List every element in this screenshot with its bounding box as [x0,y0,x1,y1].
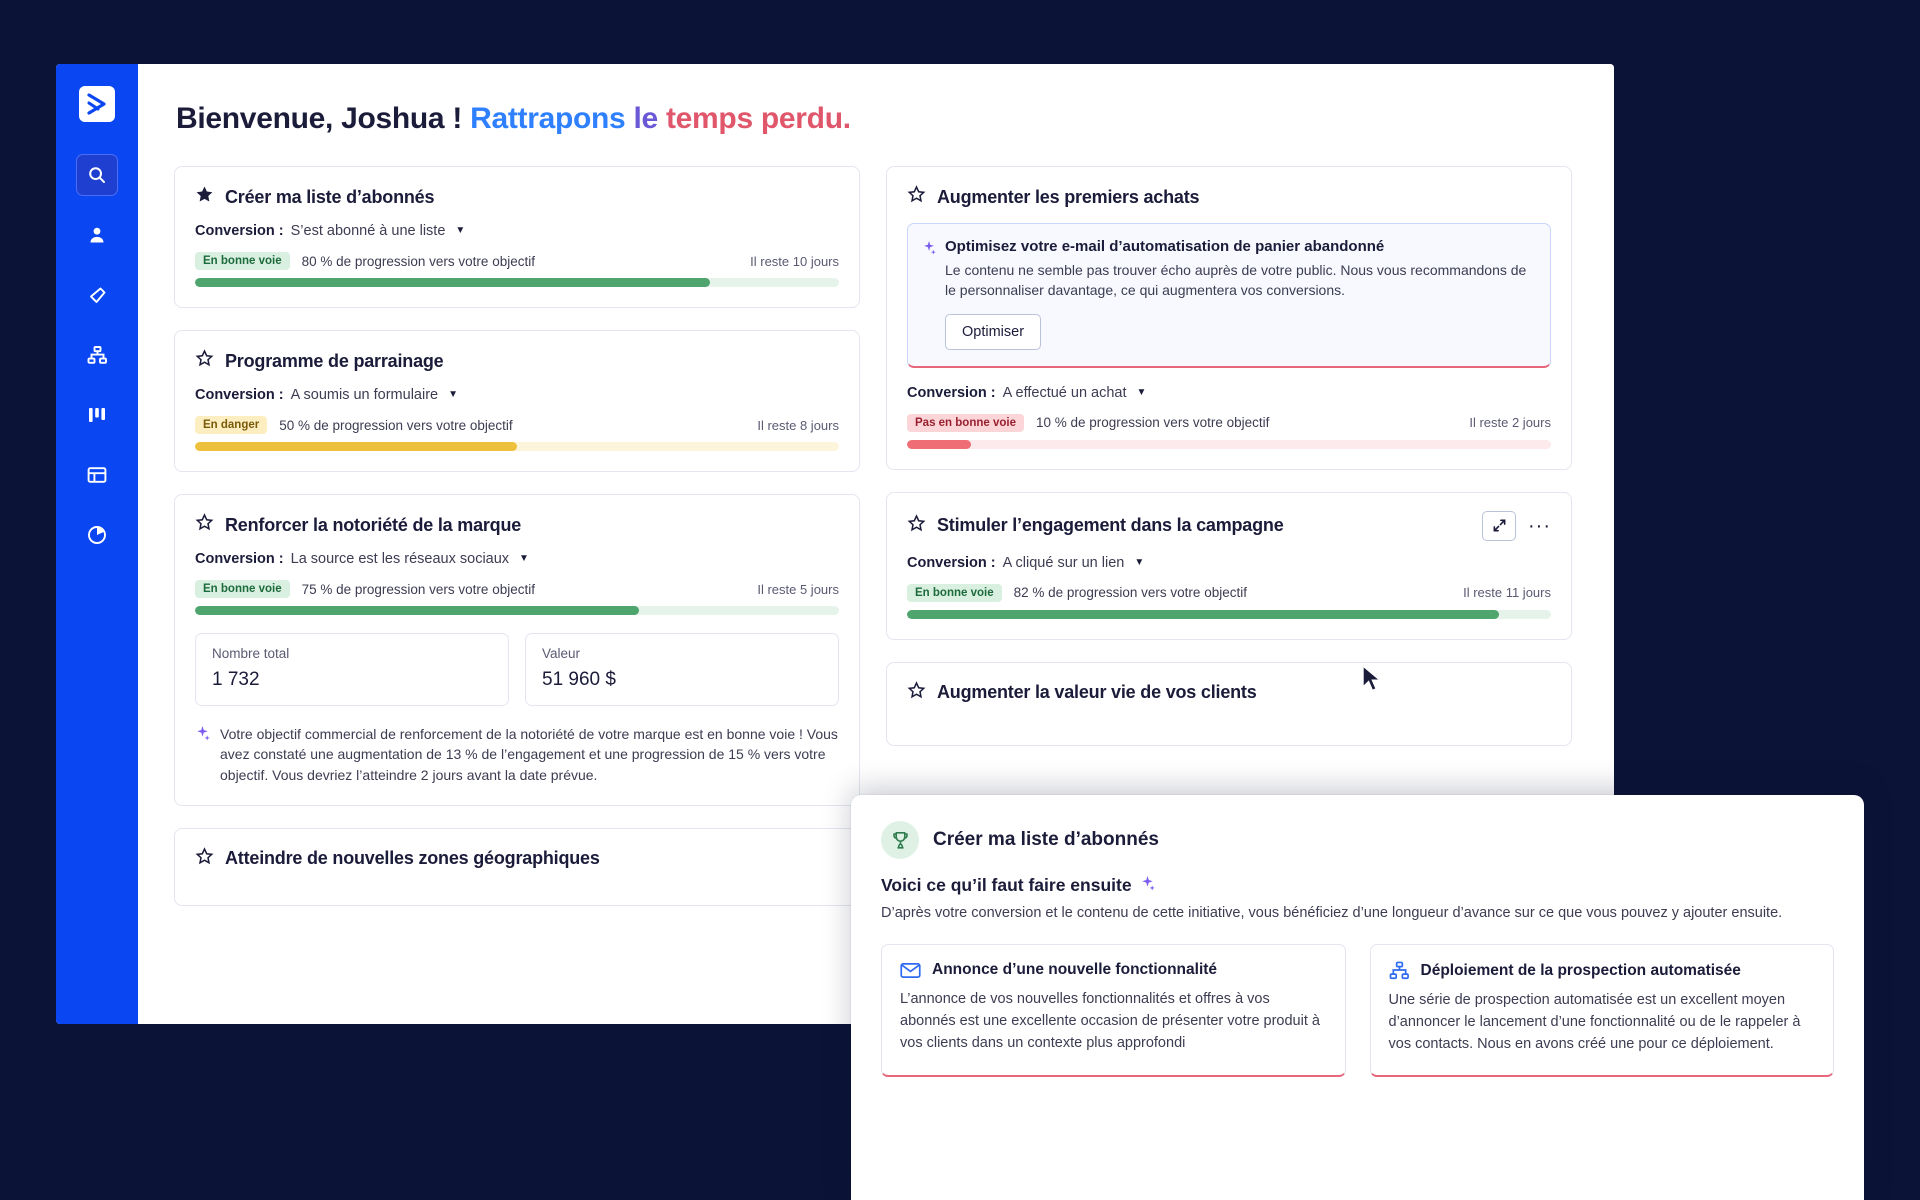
app-logo[interactable] [75,82,119,126]
progress-text: 50 % de progression vers votre objectif [279,417,513,433]
sidebar-item-reports[interactable] [76,514,118,556]
pages-icon [87,466,107,484]
sidebar-item-contacts[interactable] [76,214,118,256]
suggestion-card-text: Une série de prospection automatisée est un excellent moyen d’annoncer le lancement d’une fonctionnalité ou de le rappeler à vos contacts. Nous en avons créé une pour ce déploiement. [1388,992,1801,1052]
stats-row [195,633,839,706]
status-badge: En bonne voie [907,584,1002,602]
sidebar-item-automations[interactable] [76,334,118,376]
recommendation-box [907,223,1551,368]
sidebar-item-pages[interactable] [76,454,118,496]
conversion-selector[interactable] [907,555,1551,571]
conversion-value: A soumis un formulaire [290,387,439,403]
conversion-label: Conversion : [195,223,284,239]
progress-bar [195,606,839,615]
progress-text: 10 % de progression vers votre objectif [1035,415,1270,431]
conversion-value: A cliqué sur un lien [1002,554,1125,571]
days-remaining: Il reste 10 jours [750,253,839,269]
page-title [176,102,1580,136]
recommendation-text: Le contenu ne semble pas trouver écho auprès de votre public. Nous vous recommandons de le personnaliser davantage, ce qui augmentera vos conversions. [945,262,1527,299]
card-header-actions: ··· [1482,511,1551,541]
card-header [907,185,1551,209]
suggestion-card-text: L’annonce de vos nouvelles fonctionnalités et offres à vos abonnés est une excellente occasion de présenter votre produit à vos clients dans un contexte plus approfondi [900,991,1320,1051]
trophy-icon [881,821,919,859]
expand-icon[interactable] [1482,511,1516,541]
goal-card-customer-lifetime-value[interactable] [886,662,1572,746]
card-header [907,511,1551,541]
sparkle-icon [1140,875,1155,896]
progress-bar [907,440,1551,449]
ai-insight-text: Votre objectif commercial de renforcement de la notoriété de votre marque est en bonne voie ! Vous avez constaté une augmentation de 13 % de l’engagement et une progression de 15 % vers votre objectif. Vous devriez l’atteindre 2 jours avant la date prévue. [220,726,838,783]
conversion-selector[interactable] [195,387,839,403]
goal-card-new-geographies[interactable] [174,828,860,906]
star-outline-icon[interactable] [907,681,926,705]
conversion-value: La source est les réseaux sociaux [290,551,510,567]
chevron-down-icon[interactable]: ▼ [519,553,529,564]
contact-icon [87,225,107,245]
panel-title: Créer ma liste d’abonnés [933,829,1159,850]
suggestion-card-title: Annonce d’une nouvelle fonctionnalité [932,961,1218,979]
star-outline-icon[interactable] [907,185,926,209]
panel-subtitle-text: Voici ce qu’il faut faire ensuite [881,875,1132,895]
progress-bar [195,278,839,287]
megaphone-icon [87,285,108,306]
recommendation-title: Optimisez votre e-mail d’automatisation de panier abandonné [945,238,1385,255]
status-badge: En danger [195,416,267,434]
next-steps-panel [851,795,1864,1200]
panel-header [881,821,1834,859]
panel-description: D’après votre conversion et le contenu de cette initiative, vous bénéficiez d’une longueur d’avance sur ce que vous pouvez y ajouter ensuite. [881,905,1783,921]
progress-text: 82 % de progression vers votre objectif [1013,585,1247,601]
status-badge: Pas en bonne voie [907,414,1024,432]
progress-bar [195,442,839,451]
star-outline-icon[interactable] [195,349,214,373]
sidebar-item-search[interactable] [76,154,118,196]
sidebar-item-campaigns[interactable] [76,274,118,316]
conversion-value: A effectué un achat [1002,384,1127,401]
conversion-label: Conversion : [907,384,996,401]
conversion-selector[interactable] [195,551,839,567]
chart-pie-icon [87,525,107,545]
envelope-icon [900,962,921,979]
conversion-label: Conversion : [195,551,284,567]
status-badge: En bonne voie [195,580,290,598]
goal-card-referral-program[interactable] [174,330,860,472]
days-remaining: Il reste 8 jours [757,417,839,433]
goal-card-subscriber-list[interactable] [174,166,860,308]
card-header [195,185,839,209]
conversion-label: Conversion : [195,387,284,403]
status-row [907,584,1551,602]
status-row [195,416,839,434]
status-row [907,414,1551,432]
sidebar-item-deals[interactable] [76,394,118,436]
chevron-down-icon[interactable]: ▼ [1136,386,1147,398]
stat-total-count [195,633,509,706]
card-title: Créer ma liste d’abonnés [225,186,435,207]
greeting-part-3: le [633,102,658,135]
star-outline-icon[interactable] [195,847,214,871]
goal-card-campaign-engagement[interactable] [886,492,1572,640]
sparkle-icon [922,241,936,350]
card-title: Programme de parrainage [225,350,444,371]
stat-label: Valeur [542,646,581,661]
automation-icon [1389,961,1410,980]
suggestion-card-title: Déploiement de la prospection automatisée [1420,961,1741,979]
search-icon [87,165,107,185]
conversion-value: S’est abonné à une liste [290,223,446,239]
progress-bar [907,610,1551,619]
star-outline-icon[interactable] [195,513,214,537]
stat-value-amount [525,633,839,706]
star-outline-icon[interactable] [907,514,926,538]
card-title: Atteindre de nouvelles zones géographiques [225,848,600,869]
suggestion-card-header [1389,961,1816,980]
ai-insight [195,724,839,785]
stat-label: Nombre total [212,646,290,661]
card-header [195,513,839,537]
card-header [195,847,839,871]
greeting-part-5: perdu. [760,102,851,135]
chevron-down-icon[interactable]: ▼ [448,389,459,400]
conversion-label: Conversion : [907,554,996,571]
optimize-button[interactable]: Optimiser [945,314,1041,350]
days-remaining: Il reste 5 jours [757,581,839,597]
status-row [195,252,839,270]
days-remaining: Il reste 11 jours [1463,585,1551,601]
greeting-part-4: temps [665,102,753,135]
conversion-selector[interactable] [907,385,1551,401]
suggestion-card-automated-outreach[interactable] [1370,944,1835,1077]
goal-card-brand-awareness[interactable] [174,494,860,806]
card-title: Augmenter la valeur vie de vos clients [937,682,1257,703]
conversion-selector[interactable] [195,223,839,239]
status-row [195,580,839,598]
automation-icon [87,345,108,365]
card-header [907,681,1551,705]
panel-suggestion-cards [881,944,1834,1077]
status-badge: En bonne voie [195,252,290,270]
progress-text: 80 % de progression vers votre objectif [301,253,535,269]
card-title: Stimuler l’engagement dans la campagne [937,515,1284,536]
sparkle-icon [195,726,210,785]
chevron-down-icon[interactable]: ▼ [455,225,466,236]
panel-subtitle [881,875,1834,896]
chevron-down-icon[interactable]: ▼ [1134,556,1145,568]
suggestion-card-header [900,961,1327,979]
days-remaining: Il reste 2 jours [1469,415,1551,431]
card-title: Augmenter les premiers achats [937,186,1200,207]
progress-text: 75 % de progression vers votre objectif [301,581,535,597]
greeting-part-1: Bienvenue, Joshua ! [176,102,463,135]
stat-value: 51 960 $ [542,669,616,690]
sidebar [56,64,138,1024]
goal-card-first-purchases[interactable] [886,166,1572,470]
card-header [195,349,839,373]
stat-value: 1 732 [212,669,260,690]
left-column [174,166,860,906]
card-title: Renforcer la notoriété de la marque [225,514,522,535]
suggestion-card-feature-announcement[interactable] [881,944,1346,1077]
greeting-part-2: Rattrapons [470,102,626,135]
pipeline-icon [87,405,107,425]
star-icon[interactable] [195,185,214,209]
